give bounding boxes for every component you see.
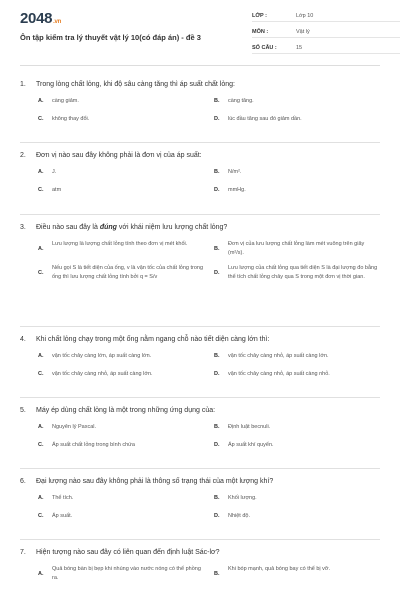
document-header [20, 0, 380, 66]
divider [20, 142, 380, 143]
divider [20, 468, 380, 469]
question-7 [20, 548, 380, 583]
option-c[interactable]: C. Áp suất. [38, 513, 73, 520]
option-c[interactable]: C. không thay đổi. [38, 116, 90, 123]
question-number: 3. [20, 224, 26, 231]
option-a[interactable]: A. Lưu lượng là lượng chất lỏng tính theo đơn vị mét khối. [38, 241, 188, 253]
question-number: 6. [20, 478, 26, 485]
question-text: Đại lượng nào sau đây không phải là thông số trạng thái của một lượng khí? [36, 478, 274, 485]
divider [20, 397, 380, 398]
divider [20, 539, 380, 540]
option-d[interactable]: D. vận tốc chảy càng nhỏ, áp suất càng nhỏ. [214, 371, 330, 378]
option-d[interactable]: D. Lưu lượng của chất lỏng qua tiết diện S là đại lượng đo bằng thể tích chất lỏng chảy qua S trong một đơn vị thời gian. [214, 265, 378, 280]
question-text: Hiện tượng nào sau đây có liên quan đến định luật Sác-lơ? [36, 549, 220, 556]
question-text: Máy ép dùng chất lỏng là một trong những ứng dụng của: [36, 407, 216, 414]
option-c[interactable]: C. atm [38, 187, 62, 194]
site-logo[interactable]: 2048.vn [20, 10, 61, 27]
option-b[interactable]: B. càng tăng. [214, 98, 254, 105]
option-b[interactable]: B. Khối lượng. [214, 495, 257, 502]
question-4 [20, 335, 380, 388]
question-text: Trong lòng chất lỏng, khi độ sâu càng tăng thì áp suất chất lỏng: [36, 81, 235, 88]
document-title: Ôn tập kiểm tra lý thuyết vật lý 10(có đáp án) - đề 3 [20, 33, 201, 42]
options-grid [20, 97, 380, 133]
question-text: Điều nào sau đây là đúng với khái niệm lưu lượng chất lỏng? [36, 224, 228, 231]
meta-label: SỐ CÂU : [252, 44, 277, 51]
meta-value: 15 [296, 44, 303, 51]
question-6 [20, 477, 380, 530]
options-grid [20, 240, 380, 282]
option-d[interactable]: D. lúc đầu tăng sau đó giảm dần. [214, 116, 302, 123]
question-number: 2. [20, 152, 26, 159]
meta-label: MÔN : [252, 28, 269, 35]
option-b[interactable]: B. Khi bóp mạnh, quả bóng bay có thể bị vỡ. [214, 566, 331, 578]
option-d[interactable]: D. Nhiệt độ. [214, 513, 251, 520]
question-3 [20, 223, 380, 282]
divider [20, 326, 380, 327]
options-grid [20, 565, 380, 583]
option-a[interactable]: A. Nguyên lý Paxcal. [38, 424, 97, 431]
question-2 [20, 151, 380, 204]
option-a[interactable]: A. vận tốc chảy càng lớn, áp suất càng lớn. [38, 353, 152, 360]
options-grid [20, 494, 380, 530]
question-text: Đơn vị nào sau đây không phải là đơn vị của áp suất: [36, 152, 202, 159]
question-number: 7. [20, 549, 26, 556]
meta-table [252, 10, 400, 54]
meta-row-count [252, 42, 400, 54]
option-a[interactable]: A. Thể tích. [38, 495, 74, 502]
meta-row-class [252, 10, 400, 22]
option-c[interactable]: C. Áp suất chất lỏng trong bình chứa [38, 442, 135, 449]
question-text: Khi chất lỏng chạy trong một ống nằm ngang chỗ nào tiết diện càng lớn thì: [36, 336, 270, 343]
divider [20, 214, 380, 215]
option-b[interactable]: B. vận tốc chảy càng nhỏ, áp suất càng lớn. [214, 353, 329, 360]
options-grid [20, 168, 380, 204]
meta-value: Vật lý [296, 28, 310, 35]
question-number: 1. [20, 81, 26, 88]
question-number: 4. [20, 336, 26, 343]
option-d[interactable]: D. mmHg. [214, 187, 246, 194]
question-5 [20, 406, 380, 459]
option-b[interactable]: B. N/m². [214, 169, 242, 176]
question-number: 5. [20, 407, 26, 414]
meta-row-subject [252, 26, 400, 38]
options-grid [20, 423, 380, 459]
meta-label: LỚP : [252, 12, 267, 19]
option-c[interactable]: C. Nếu gọi S là tiết diện của ống, v là vận tốc của chất lỏng trong ống thì lưu lượng chất lỏng tính bởi q = S/v [38, 265, 204, 280]
option-a[interactable]: A. J. [38, 169, 57, 176]
option-a[interactable]: A. càng giảm. [38, 98, 79, 105]
option-b[interactable]: B. Định luật becnuli. [214, 424, 271, 431]
option-a[interactable]: A. Quả bóng bàn bị bẹp khi nhúng vào nước nóng có thể phồng ra. [38, 566, 201, 581]
meta-value: Lớp 10 [296, 12, 314, 19]
option-b[interactable]: B. Đơn vị của lưu lượng chất lỏng làm mét vuông trên giây (m²/s). [214, 241, 365, 256]
options-grid [20, 352, 380, 388]
option-c[interactable]: C. vận tốc chảy càng nhỏ, áp suất càng lớn. [38, 371, 153, 378]
option-d[interactable]: D. Áp suất khí quyển. [214, 442, 274, 449]
question-1 [20, 80, 380, 133]
